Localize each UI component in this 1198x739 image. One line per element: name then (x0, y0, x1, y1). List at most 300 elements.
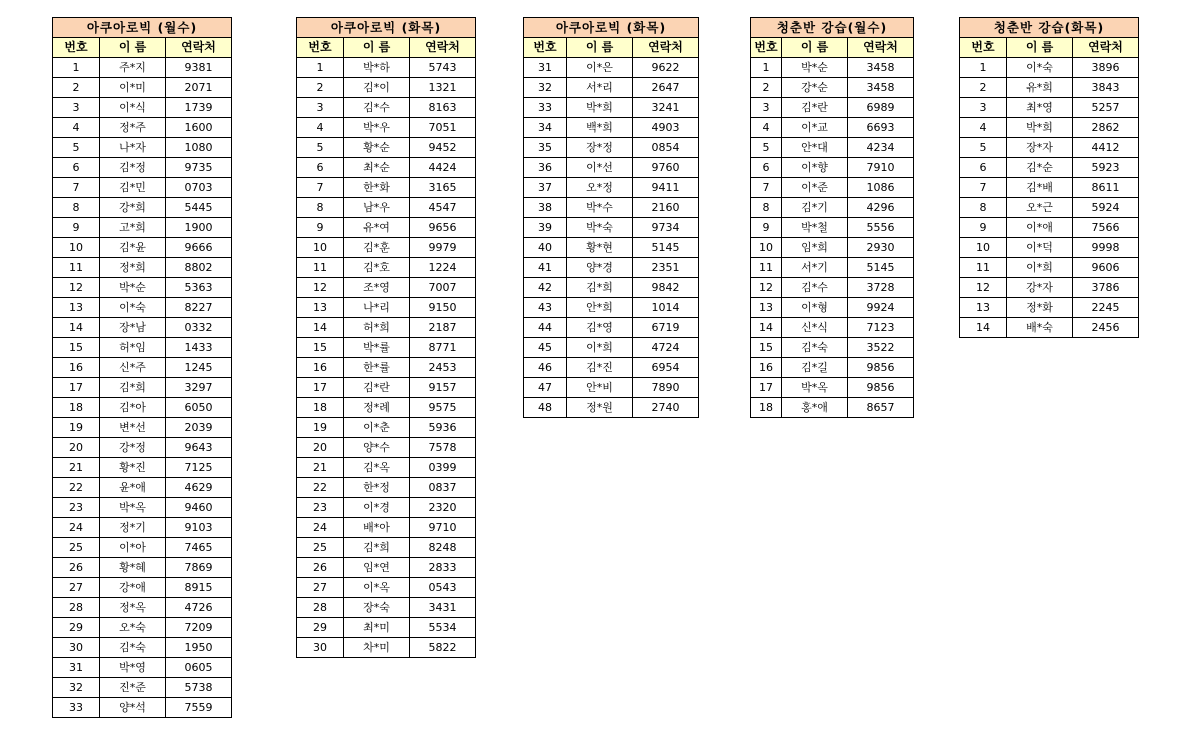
cell-number: 1 (297, 58, 344, 78)
cell-contact: 7566 (1073, 218, 1139, 238)
cell-number: 4 (53, 118, 100, 138)
cell-name: 이*준 (782, 178, 848, 198)
cell-number: 44 (524, 318, 567, 338)
table-row (53, 658, 232, 678)
cell-name: 김*희 (100, 378, 166, 398)
cell-name: 박*수 (567, 198, 633, 218)
table-row (524, 258, 699, 278)
cell-contact: 9710 (410, 518, 476, 538)
cell-contact: 3522 (848, 338, 914, 358)
cell-name: 정*희 (100, 258, 166, 278)
table-row (297, 418, 476, 438)
cell-number: 19 (297, 418, 344, 438)
table-row (297, 358, 476, 378)
cell-name: 이*숙 (1007, 58, 1073, 78)
cell-number: 16 (53, 358, 100, 378)
cell-contact: 7910 (848, 158, 914, 178)
cell-number: 3 (960, 98, 1007, 118)
table-row (297, 198, 476, 218)
cell-contact: 1086 (848, 178, 914, 198)
cell-name: 이*숙 (100, 298, 166, 318)
cell-name: 이*희 (1007, 258, 1073, 278)
cell-number: 25 (53, 538, 100, 558)
cell-contact: 4412 (1073, 138, 1139, 158)
cell-name: 정*화 (1007, 298, 1073, 318)
cell-contact: 4234 (848, 138, 914, 158)
cell-number: 11 (751, 258, 782, 278)
cell-contact: 3896 (1073, 58, 1139, 78)
cell-contact: 3241 (633, 98, 699, 118)
cell-name: 양*경 (567, 258, 633, 278)
table-row (751, 278, 914, 298)
cell-contact: 7465 (166, 538, 232, 558)
cell-name: 임*희 (782, 238, 848, 258)
table-row (960, 118, 1139, 138)
table-row (960, 318, 1139, 338)
table-row (751, 218, 914, 238)
cell-number: 11 (53, 258, 100, 278)
cell-number: 10 (297, 238, 344, 258)
table-row (524, 238, 699, 258)
table-row (53, 138, 232, 158)
cell-number: 5 (960, 138, 1007, 158)
cell-name: 오*정 (567, 178, 633, 198)
cell-contact: 4629 (166, 478, 232, 498)
cell-number: 2 (53, 78, 100, 98)
cell-number: 27 (297, 578, 344, 598)
cell-name: 박*희 (567, 98, 633, 118)
cell-contact: 0854 (633, 138, 699, 158)
cell-number: 35 (524, 138, 567, 158)
cell-name: 김*진 (567, 358, 633, 378)
cell-name: 이*미 (100, 78, 166, 98)
cell-number: 6 (960, 158, 1007, 178)
cell-number: 5 (53, 138, 100, 158)
cell-contact: 2071 (166, 78, 232, 98)
cell-name: 김*훈 (344, 238, 410, 258)
table-row (297, 518, 476, 538)
cell-number: 40 (524, 238, 567, 258)
cell-number: 12 (751, 278, 782, 298)
column-header-contact: 연락처 (633, 38, 699, 58)
cell-number: 47 (524, 378, 567, 398)
cell-number: 7 (960, 178, 1007, 198)
cell-number: 7 (53, 178, 100, 198)
cell-name: 강*정 (100, 438, 166, 458)
cell-name: 황*순 (344, 138, 410, 158)
cell-name: 김*숙 (100, 638, 166, 658)
cell-name: 정*옥 (100, 598, 166, 618)
table-row (524, 378, 699, 398)
cell-contact: 6719 (633, 318, 699, 338)
cell-contact: 8611 (1073, 178, 1139, 198)
cell-contact: 3843 (1073, 78, 1139, 98)
cell-name: 김*이 (344, 78, 410, 98)
cell-number: 15 (53, 338, 100, 358)
cell-contact: 7051 (410, 118, 476, 138)
cell-number: 4 (297, 118, 344, 138)
cell-contact: 2456 (1073, 318, 1139, 338)
cell-number: 8 (53, 198, 100, 218)
cell-number: 18 (297, 398, 344, 418)
cell-number: 6 (297, 158, 344, 178)
cell-number: 9 (53, 218, 100, 238)
table-title: 아쿠아로빅 (월수) (53, 18, 232, 38)
cell-name: 강*자 (1007, 278, 1073, 298)
table-row (751, 98, 914, 118)
column-header-name: 이 름 (100, 38, 166, 58)
table-row (297, 578, 476, 598)
cell-contact: 2187 (410, 318, 476, 338)
table-row (751, 398, 914, 418)
cell-number: 18 (53, 398, 100, 418)
column-header-number: 번호 (53, 38, 100, 58)
table-row (751, 318, 914, 338)
cell-number: 12 (297, 278, 344, 298)
cell-contact: 6050 (166, 398, 232, 418)
cell-contact: 9998 (1073, 238, 1139, 258)
cell-number: 17 (297, 378, 344, 398)
cell-contact: 4903 (633, 118, 699, 138)
column-header-name: 이 름 (782, 38, 848, 58)
cell-name: 정*기 (100, 518, 166, 538)
cell-number: 16 (297, 358, 344, 378)
cell-number: 13 (751, 298, 782, 318)
cell-number: 39 (524, 218, 567, 238)
cell-name: 황*혜 (100, 558, 166, 578)
table-row (53, 498, 232, 518)
cell-name: 박*순 (100, 278, 166, 298)
cell-name: 김*수 (344, 98, 410, 118)
cell-number: 33 (524, 98, 567, 118)
table-row (53, 638, 232, 658)
cell-contact: 8915 (166, 578, 232, 598)
column-header-name: 이 름 (344, 38, 410, 58)
table-title: 청춘반 강습(월수) (751, 18, 914, 38)
cell-name: 김*정 (100, 158, 166, 178)
cell-name: 이*희 (567, 338, 633, 358)
table-row (297, 618, 476, 638)
cell-number: 9 (960, 218, 1007, 238)
cell-number: 10 (53, 238, 100, 258)
cell-name: 조*영 (344, 278, 410, 298)
table-row (297, 498, 476, 518)
cell-number: 14 (751, 318, 782, 338)
table-row (297, 478, 476, 498)
cell-number: 10 (960, 238, 1007, 258)
cell-name: 이*선 (567, 158, 633, 178)
cell-name: 이*덕 (1007, 238, 1073, 258)
cell-number: 36 (524, 158, 567, 178)
column-header-name: 이 름 (567, 38, 633, 58)
cell-contact: 2039 (166, 418, 232, 438)
table-row (960, 198, 1139, 218)
cell-contact: 7209 (166, 618, 232, 638)
table-row (751, 378, 914, 398)
cell-name: 김*옥 (344, 458, 410, 478)
cell-number: 18 (751, 398, 782, 418)
cell-number: 22 (297, 478, 344, 498)
cell-contact: 4726 (166, 598, 232, 618)
cell-name: 신*식 (782, 318, 848, 338)
cell-name: 한*률 (344, 358, 410, 378)
cell-contact: 3431 (410, 598, 476, 618)
cell-contact: 2833 (410, 558, 476, 578)
cell-name: 이*향 (782, 158, 848, 178)
table-row (297, 338, 476, 358)
cell-contact: 5822 (410, 638, 476, 658)
cell-number: 11 (297, 258, 344, 278)
cell-name: 차*미 (344, 638, 410, 658)
cell-name: 김*윤 (100, 238, 166, 258)
cell-name: 김*순 (1007, 158, 1073, 178)
table-row (751, 78, 914, 98)
table-row (960, 278, 1139, 298)
cell-number: 5 (751, 138, 782, 158)
cell-contact: 9734 (633, 218, 699, 238)
cell-contact: 8248 (410, 538, 476, 558)
cell-name: 고*희 (100, 218, 166, 238)
cell-contact: 3786 (1073, 278, 1139, 298)
cell-contact: 7007 (410, 278, 476, 298)
cell-number: 8 (960, 198, 1007, 218)
cell-name: 김*수 (782, 278, 848, 298)
cell-contact: 3165 (410, 178, 476, 198)
table-row (751, 358, 914, 378)
cell-name: 박*하 (344, 58, 410, 78)
cell-contact: 9575 (410, 398, 476, 418)
table-row (524, 138, 699, 158)
table-row (297, 458, 476, 478)
cell-number: 13 (297, 298, 344, 318)
cell-number: 12 (53, 278, 100, 298)
cell-number: 45 (524, 338, 567, 358)
cell-number: 25 (297, 538, 344, 558)
table-row (53, 598, 232, 618)
cell-name: 김*배 (1007, 178, 1073, 198)
table-row (960, 298, 1139, 318)
table-row (297, 78, 476, 98)
column-header-contact: 연락처 (410, 38, 476, 58)
cell-name: 주*지 (100, 58, 166, 78)
cell-number: 20 (53, 438, 100, 458)
table-aquarobic-mon-wed (52, 17, 232, 718)
cell-contact: 2647 (633, 78, 699, 98)
cell-name: 홍*애 (782, 398, 848, 418)
table-row (297, 178, 476, 198)
cell-contact: 9735 (166, 158, 232, 178)
cell-number: 43 (524, 298, 567, 318)
cell-contact: 9856 (848, 358, 914, 378)
cell-number: 3 (751, 98, 782, 118)
cell-name: 이*교 (782, 118, 848, 138)
table-row (53, 398, 232, 418)
cell-contact: 9979 (410, 238, 476, 258)
cell-contact: 9643 (166, 438, 232, 458)
table-row (751, 238, 914, 258)
cell-name: 정*원 (567, 398, 633, 418)
table-row (960, 78, 1139, 98)
cell-name: 김*아 (100, 398, 166, 418)
cell-contact: 1600 (166, 118, 232, 138)
cell-number: 48 (524, 398, 567, 418)
cell-name: 허*임 (100, 338, 166, 358)
table-row (524, 158, 699, 178)
cell-contact: 9606 (1073, 258, 1139, 278)
cell-number: 34 (524, 118, 567, 138)
table-row (53, 378, 232, 398)
cell-contact: 9103 (166, 518, 232, 538)
cell-name: 김*숙 (782, 338, 848, 358)
cell-name: 유*여 (344, 218, 410, 238)
cell-contact: 1321 (410, 78, 476, 98)
cell-name: 장*정 (567, 138, 633, 158)
table-row (297, 318, 476, 338)
cell-number: 31 (53, 658, 100, 678)
table-row (297, 278, 476, 298)
cell-name: 정*례 (344, 398, 410, 418)
cell-name: 이*은 (567, 58, 633, 78)
table-row (53, 98, 232, 118)
table-row (960, 178, 1139, 198)
cell-name: 김*희 (567, 278, 633, 298)
cell-number: 4 (960, 118, 1007, 138)
table-row (53, 418, 232, 438)
cell-number: 13 (960, 298, 1007, 318)
cell-contact: 3458 (848, 78, 914, 98)
cell-number: 30 (53, 638, 100, 658)
cell-contact: 1224 (410, 258, 476, 278)
cell-contact: 5445 (166, 198, 232, 218)
cell-name: 김*희 (344, 538, 410, 558)
cell-contact: 4296 (848, 198, 914, 218)
table-row (751, 258, 914, 278)
cell-name: 박*옥 (100, 498, 166, 518)
cell-number: 31 (524, 58, 567, 78)
cell-number: 3 (297, 98, 344, 118)
table-row (524, 58, 699, 78)
cell-number: 15 (297, 338, 344, 358)
cell-name: 양*수 (344, 438, 410, 458)
cell-contact: 1900 (166, 218, 232, 238)
cell-name: 양*석 (100, 698, 166, 718)
cell-name: 허*희 (344, 318, 410, 338)
cell-name: 김*영 (567, 318, 633, 338)
table-row (960, 258, 1139, 278)
cell-name: 서*기 (782, 258, 848, 278)
cell-number: 30 (297, 638, 344, 658)
cell-number: 17 (751, 378, 782, 398)
table-row (297, 398, 476, 418)
table-row (53, 178, 232, 198)
cell-number: 1 (751, 58, 782, 78)
table-row (751, 138, 914, 158)
cell-contact: 9411 (633, 178, 699, 198)
cell-contact: 9924 (848, 298, 914, 318)
cell-name: 최*영 (1007, 98, 1073, 118)
table-row (53, 238, 232, 258)
cell-name: 오*숙 (100, 618, 166, 638)
table-row (524, 398, 699, 418)
table-row (53, 538, 232, 558)
cell-number: 37 (524, 178, 567, 198)
cell-contact: 9157 (410, 378, 476, 398)
table-row (751, 198, 914, 218)
table-row (297, 158, 476, 178)
cell-number: 29 (297, 618, 344, 638)
cell-contact: 2245 (1073, 298, 1139, 318)
cell-number: 1 (960, 58, 1007, 78)
column-header-contact: 연락처 (848, 38, 914, 58)
cell-contact: 5936 (410, 418, 476, 438)
table-row (53, 678, 232, 698)
cell-contact: 7869 (166, 558, 232, 578)
table-row (53, 78, 232, 98)
table-row (960, 158, 1139, 178)
table-row (524, 338, 699, 358)
cell-contact: 7890 (633, 378, 699, 398)
cell-contact: 7578 (410, 438, 476, 458)
cell-name: 이*애 (1007, 218, 1073, 238)
cell-number: 12 (960, 278, 1007, 298)
cell-contact: 1245 (166, 358, 232, 378)
cell-number: 38 (524, 198, 567, 218)
cell-name: 김*란 (782, 98, 848, 118)
cell-name: 윤*애 (100, 478, 166, 498)
cell-contact: 2930 (848, 238, 914, 258)
cell-number: 24 (297, 518, 344, 538)
cell-contact: 1080 (166, 138, 232, 158)
cell-contact: 0332 (166, 318, 232, 338)
table-row (524, 218, 699, 238)
cell-name: 김*민 (100, 178, 166, 198)
cell-contact: 9622 (633, 58, 699, 78)
cell-name: 배*아 (344, 518, 410, 538)
cell-number: 46 (524, 358, 567, 378)
cell-number: 2 (751, 78, 782, 98)
cell-contact: 9150 (410, 298, 476, 318)
cell-name: 장*자 (1007, 138, 1073, 158)
table-row (751, 298, 914, 318)
cell-name: 안*희 (567, 298, 633, 318)
cell-name: 김*란 (344, 378, 410, 398)
table-row (53, 438, 232, 458)
cell-number: 1 (53, 58, 100, 78)
cell-name: 이*옥 (344, 578, 410, 598)
cell-number: 7 (297, 178, 344, 198)
cell-number: 19 (53, 418, 100, 438)
cell-name: 박*옥 (782, 378, 848, 398)
cell-number: 16 (751, 358, 782, 378)
table-row (960, 98, 1139, 118)
cell-name: 박*철 (782, 218, 848, 238)
cell-number: 21 (53, 458, 100, 478)
cell-name: 진*준 (100, 678, 166, 698)
cell-number: 17 (53, 378, 100, 398)
table-row (751, 178, 914, 198)
cell-name: 유*희 (1007, 78, 1073, 98)
cell-number: 2 (960, 78, 1007, 98)
cell-contact: 5145 (633, 238, 699, 258)
table-row (297, 538, 476, 558)
table-youth-class-mon-wed (750, 17, 914, 418)
cell-contact: 9656 (410, 218, 476, 238)
cell-name: 김*기 (782, 198, 848, 218)
cell-name: 최*순 (344, 158, 410, 178)
table-row (53, 698, 232, 718)
cell-contact: 5743 (410, 58, 476, 78)
cell-number: 8 (297, 198, 344, 218)
